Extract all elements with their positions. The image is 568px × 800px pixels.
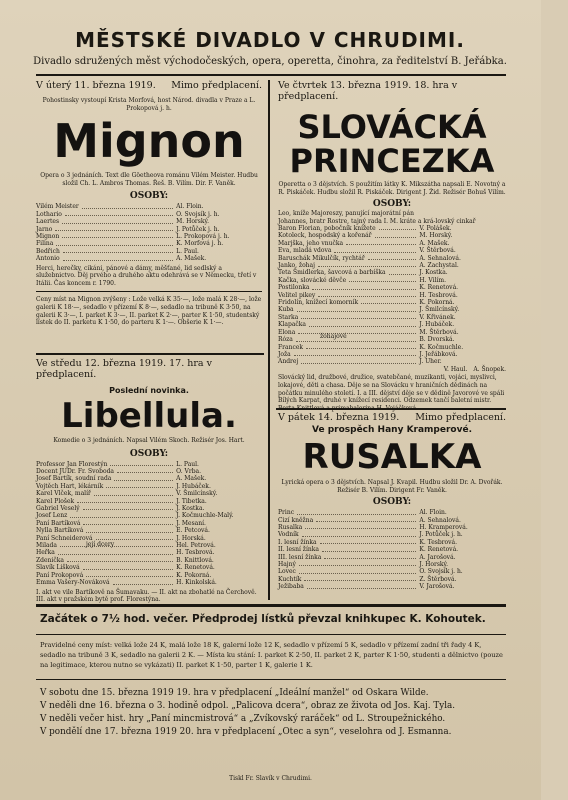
princezna-tail-2: A. Šnopek. — [473, 365, 506, 373]
cast-actor: J. Mesaní. — [176, 519, 206, 527]
cast-leader — [77, 498, 173, 503]
cast-actor: J. Uher. — [419, 358, 442, 366]
cast-actor: J. Hubáček. — [176, 482, 211, 490]
cast-role: III. lesní žínka — [278, 553, 322, 561]
cast-leader — [67, 557, 173, 562]
princezna-note: Slovácký lid, družbové, družice, svatebčané, muzikanti, vojáci, myslivci, lokajové, děti a chasa. Děje se na Slovácku v hraničních dědinách na počátku minulého století. I. a III. dějství děje se v dědině Javorové ve spáli Bílých Karpat, druhé v knížecí residenci. Odzemek tančí baletní mistr. Berta Knittlová a primabalerina H. Vojáčková. — [278, 374, 505, 412]
cast-role: Paní Prokopová — [36, 571, 84, 579]
cast-row — [36, 572, 262, 579]
cast-leader — [117, 468, 173, 473]
cast-role: Princ — [278, 509, 295, 517]
cast-leader — [82, 203, 173, 208]
printer-credit: Tiskl Fr. Slavík v Chrudimi. — [229, 775, 312, 782]
cast-row — [278, 344, 506, 351]
cast-row — [278, 583, 506, 590]
cast-row — [36, 226, 262, 233]
cast-row — [36, 557, 262, 564]
rusalka-benefit: Ve prospěch Hany Kramperové. — [312, 425, 472, 435]
cast-row — [278, 247, 506, 254]
cast-role: Lothario — [36, 210, 62, 218]
cast-row — [36, 512, 262, 519]
cast-role: Francek — [278, 343, 304, 351]
theatre-subtitle: Divadlo sdružených měst východočeských, opera, operetta, činohra, za ředitelství B. Jeřábka. — [33, 56, 507, 67]
cast-leader — [60, 542, 173, 547]
cast-row — [36, 248, 262, 255]
cast-row — [36, 490, 262, 497]
cast-row — [278, 554, 506, 561]
cast-row — [278, 531, 506, 538]
cast-leader — [294, 351, 417, 356]
cast-actor — [482, 218, 568, 225]
cast-leader — [94, 490, 173, 495]
libellula-title: Libellula. — [61, 396, 237, 436]
cast-role: Jarno — [36, 225, 53, 233]
cast-row — [278, 210, 506, 217]
cast-role: Elona — [278, 328, 296, 336]
cast-row — [278, 225, 506, 232]
cast-role: Emma Vašery-Nováková — [36, 579, 110, 587]
cast-leader — [86, 572, 173, 577]
cast-row — [278, 539, 506, 546]
cast-row — [278, 284, 506, 291]
cast-actor: J. Kostka. — [176, 505, 205, 513]
cast-leader — [299, 568, 416, 573]
cast-actor: A. Mašek. — [176, 475, 207, 483]
cast-actor: K. Kočmuchle. — [419, 343, 464, 351]
princezna-info: Operetta o 3 dějstvích. S použitím látky K. Mikszátha napsali E. Novotný a R. Piskáček. Hudbu složil R. Piskáček. Dirigent J. Žid. Režisér Bohuš Vilím. — [278, 181, 506, 196]
cast-actor: Hel. Petrová. — [176, 542, 216, 550]
upcoming-item: V neděli dne 16. března o 3. hodině odpol. „Palicova dcera“, obraz ze života od Jos. Kaj. Tyla. — [40, 701, 456, 711]
upcoming-list — [40, 687, 510, 739]
cast-role: Kuba — [278, 306, 294, 314]
prices-rule — [36, 679, 506, 680]
mignon-section — [36, 80, 262, 350]
cast-actor: M. Horský. — [176, 218, 210, 226]
rusalka-date: V pátek 14. března 1919. — [278, 412, 400, 423]
mignon-note: Mimo předplacení. — [171, 80, 262, 91]
cast-row — [278, 255, 506, 262]
cast-leader — [375, 232, 417, 237]
cast-row — [36, 579, 262, 586]
cast-leader — [62, 218, 173, 223]
cast-role: Kotoleck, hospodský a kořenář — [278, 232, 372, 240]
cast-actor: A. Mašek. — [419, 239, 450, 247]
cast-row — [36, 564, 262, 571]
cast-leader — [299, 561, 416, 566]
cast-leader — [113, 579, 174, 584]
cast-actor: B. Knittlová. — [176, 556, 214, 564]
cast-role: Karel Plošek — [36, 497, 75, 505]
cast-row — [278, 358, 506, 365]
cast-actor: A. Sehnalová. — [419, 254, 461, 262]
cast-row — [278, 232, 506, 239]
cast-actor: J. Kostka. — [419, 269, 448, 277]
cast-row — [36, 211, 262, 218]
cast-role: Johannes, bratr Rostre, tajný rada I. M. kráte a krá-lovský cinkař — [278, 217, 476, 225]
cast-row — [36, 475, 262, 482]
mignon-prices-rule — [36, 291, 262, 292]
cast-leader — [301, 358, 416, 363]
cast-leader — [304, 576, 416, 581]
cast-leader — [56, 240, 173, 245]
libellula-daughters-label: její dcery — [86, 541, 115, 548]
cast-row — [278, 314, 506, 321]
princezna-cast-tail — [278, 366, 506, 374]
cast-actor: J. Šmilcínský. — [419, 306, 460, 314]
princezna-cast-heading: OSOBY: — [372, 199, 412, 210]
cast-row — [278, 321, 506, 328]
cast-leader — [318, 262, 416, 267]
cast-leader — [96, 535, 174, 540]
cast-leader — [297, 306, 417, 311]
cast-actor: K. Renetová. — [176, 564, 215, 572]
cast-row — [36, 527, 262, 534]
cast-role: Eva, mladá vdova — [278, 247, 332, 255]
cast-leader — [83, 505, 173, 510]
cast-actor: O. Svojsík j. h. — [419, 568, 463, 576]
cast-actor: K. Renetová. — [419, 284, 459, 292]
cast-actor: A. Jarošová. — [419, 553, 456, 561]
cast-actor: L. Paul. — [176, 247, 199, 255]
cast-role: Vojtěch Hart, lékárník — [36, 482, 104, 490]
cast-leader — [349, 277, 416, 282]
cast-actor: J. Kočmuchle-Malý. — [176, 512, 234, 520]
cast-leader — [318, 292, 416, 297]
cast-role: Laertes — [36, 218, 60, 226]
cast-role: I. lesní žínka — [278, 538, 317, 546]
cast-actor: H. Kinkolská. — [176, 579, 217, 587]
cast-row — [36, 549, 262, 556]
libellula-section — [36, 358, 262, 602]
cast-actor: B. Dvorská. — [419, 336, 455, 344]
cast-leader — [368, 255, 417, 260]
cast-row — [36, 498, 262, 505]
cast-leader — [389, 269, 417, 274]
princezna-section — [278, 80, 506, 412]
cast-role: Paní Bartíková — [36, 519, 81, 527]
cast-role: Postilonka — [278, 284, 310, 292]
libellula-info: Komedie o 3 jednáních. Napsal Vilém Skoch. Režisér Jos. Hart. — [53, 437, 245, 444]
upcoming-item: V sobotu dne 15. března 1919 19. hra v předplacení „Ideální manžel“ od Oskara Wilde. — [40, 688, 429, 698]
cast-row — [278, 576, 506, 583]
cast-role: Paní Schneiderová — [36, 534, 93, 542]
cast-role: Antonio — [36, 255, 60, 263]
cast-actor: J. Potůček j. h. — [419, 531, 463, 539]
cast-row — [278, 546, 506, 553]
cast-row — [278, 524, 506, 531]
cast-role: Teta Šmidlerka, šavcová a barbíška — [278, 269, 386, 277]
cast-role: Velitel pikey — [278, 291, 316, 299]
cast-row — [278, 568, 506, 575]
cast-role: Slavík Lišková — [36, 564, 80, 572]
cast-row — [278, 218, 506, 225]
cast-leader — [361, 299, 416, 304]
cast-actor: A. Sehnalová. — [419, 516, 461, 524]
cast-role: Baruschák Mikulčík, rychtář — [278, 254, 365, 262]
rusalka-title: RUSALKA — [302, 437, 482, 477]
cast-row — [36, 218, 262, 225]
cast-actor — [420, 210, 507, 217]
cast-leader — [296, 336, 417, 341]
cast-row — [36, 233, 262, 240]
cast-actor: H. Tesbrová. — [176, 549, 215, 557]
cast-role: Josef Lenz — [36, 512, 68, 520]
cast-role: Kačka, slovácké děvče — [278, 276, 347, 284]
cast-leader — [63, 248, 173, 253]
top-rule — [36, 74, 506, 76]
cast-role: Professor Jan Florestýn — [36, 460, 108, 468]
cast-leader — [114, 475, 173, 480]
cast-role: Róza — [278, 336, 293, 344]
cast-role: Vilém Meister — [36, 203, 79, 211]
cast-leader — [305, 524, 416, 529]
theatre-title: MĚSTSKÉ DIVADLO V CHRUDIMI. — [75, 28, 465, 52]
cast-row — [278, 561, 506, 568]
cast-leader — [322, 546, 416, 551]
cast-actor: V. Štěrbová. — [419, 247, 456, 255]
column-divider — [268, 80, 270, 600]
cast-leader — [298, 329, 416, 334]
upcoming-item: V neděli večer hist. hry „Paní mincmistrová“ a „Zvíkovský raráček“ od L. Stroupežnického. — [40, 714, 446, 724]
cast-actor: M. Štěrbová. — [419, 328, 459, 336]
rusalka-section — [278, 412, 506, 602]
cast-actor: V. Polášek. — [419, 225, 452, 232]
cast-row — [36, 505, 262, 512]
cast-actor: L. Prokopová j. h. — [176, 233, 230, 240]
cast-row — [278, 329, 506, 336]
cast-role: Milada — [36, 542, 57, 550]
cast-actor: O. Svojsík j. h. — [176, 210, 220, 218]
cast-role: Gabriel Veselý — [36, 505, 80, 513]
cast-actor: A. Mašek. — [176, 255, 207, 263]
cast-actor: J. Potůček j. h. — [176, 225, 220, 233]
cast-leader — [307, 583, 417, 588]
cast-actor: K. Renetová. — [419, 546, 459, 554]
cast-role: Andrej — [278, 358, 299, 366]
cast-leader — [320, 539, 417, 544]
cast-row — [36, 468, 262, 475]
cast-actor: Z. Štěrbová. — [419, 575, 457, 583]
cast-leader — [309, 321, 416, 326]
cast-role: Zdenička — [36, 556, 64, 564]
cast-actor: K. Tesbrová. — [419, 538, 458, 546]
princezna-tail-1: V. Haul. — [443, 365, 468, 373]
cast-leader — [346, 240, 416, 245]
libellula-cast-list — [36, 461, 262, 587]
rusalka-note: Mimo předplacení. — [415, 412, 506, 423]
cast-role: Mignon — [36, 233, 60, 240]
cast-row — [36, 203, 262, 210]
princezna-zohajove-label: žohajové — [320, 333, 347, 340]
cast-row — [278, 277, 506, 284]
princezna-title-bottom: PRINCEZKA — [289, 142, 495, 180]
mignon-info: Opera o 3 jednáních. Text dle Göetheova románu Vilém Meister. Hudbu složil Ch. L. Ambros Thomas. Řeš. B. Vilím. Dir. F. Vaněk. — [40, 172, 258, 187]
cast-actor: K. Morfová j. h. — [176, 240, 224, 248]
start-rule — [36, 634, 506, 635]
cast-role: Hajný — [278, 561, 296, 569]
mignon-date: V úterý 11. března 1919. — [36, 80, 156, 91]
cast-row — [36, 240, 262, 247]
cast-role: Bedřich — [36, 247, 60, 255]
cast-role: Klapačka — [278, 321, 306, 329]
cast-row — [278, 336, 506, 343]
cast-actor: H. Kramperová. — [419, 524, 468, 531]
cast-leader — [63, 255, 174, 260]
cast-leader — [83, 564, 173, 569]
cast-role: Lovec — [278, 568, 296, 576]
cast-actor: J. Horská. — [176, 534, 206, 542]
cast-row — [278, 240, 506, 247]
cast-leader — [110, 461, 173, 466]
cast-role: Ježibaba — [278, 583, 304, 591]
mignon-guest: Pohostinsky vystoupí Krista Morfová, host Národ. divadla v Praze a L. Prokopová j. h. — [42, 97, 256, 112]
libellula-note: I. akt ve vile Bartíkově na Šumavaku. — II. akt na zbohatlé na Čerchově. III. akt v pražském bytě prof. Florestýna. — [36, 588, 257, 604]
cast-actor: V. Křivánek. — [419, 313, 456, 321]
cast-actor: J. Hubáček. — [419, 321, 455, 329]
cast-leader — [65, 211, 173, 216]
cast-leader — [301, 314, 416, 319]
cast-actor: O. Vrba. — [176, 468, 202, 475]
rusalka-cast-heading: OSOBY: — [372, 497, 412, 508]
cast-actor: M. Horský. — [419, 232, 453, 240]
cast-leader — [306, 344, 416, 349]
cast-leader — [83, 520, 173, 525]
rusalka-cast-list — [278, 509, 506, 590]
regular-prices: Pravidelné ceny míst: velká lože 24 K, malá lože 18 K, galerní lože 12 K, sedadlo v přízemí 5 K, sedadlo v přízemí zadní tři řady 4 K, sedadlo na tribuně 3 K, sedadlo na galerii 2 K. — Místa ku stání: I. parket K 2·50, II. parket 2 K, parter K 1·50, studenti a dělnictvo (pouze na legitimace, kterou nutno se vykázati) II. parket K 1·50, parter 1 K, galerie 1 K. — [40, 641, 503, 669]
cast-row — [278, 509, 506, 516]
cast-role: Filina — [36, 240, 54, 248]
cast-row — [36, 520, 262, 527]
cast-row — [278, 517, 506, 524]
cast-role: Heřka — [36, 549, 55, 557]
mignon-prices: Ceny míst na Mignon zvýšeny : Lože velká K 35·—, lože malá K 28·—, lože galerii K 18·—, sedadlo v přízemí K 8·—, sedadlo na tribuně K 3·50, na galerii K 3·—, I. parket K 3·—, II. parket K 2·—, parter K 1·50, studentský lístek do II. parketu K 1·50, do parteru K 1·—. Obšerie K 1·—. — [36, 296, 262, 327]
cast-actor: Al. Floin. — [419, 509, 447, 517]
libellula-cast-heading: OSOBY: — [129, 448, 169, 459]
cast-role: Fridolín, knížecí komorník — [278, 299, 359, 307]
cast-role: Baron Florian, pobočník knížete — [278, 225, 376, 232]
cast-row — [36, 483, 262, 490]
cast-role: Marjška, jeho vnučka — [278, 239, 344, 247]
cast-actor: A. Zachystal. — [419, 262, 459, 270]
cast-role: Nylla Bartíková — [36, 527, 84, 535]
cast-row — [278, 292, 506, 299]
cast-leader — [62, 233, 173, 238]
cast-role: Vodník — [278, 531, 299, 539]
cast-leader — [297, 509, 416, 514]
princezna-title-top: SLOVÁCKÁ — [297, 108, 487, 146]
cast-actor: K. Pokorná. — [176, 571, 212, 579]
cast-leader — [58, 549, 173, 554]
cast-actor: J. Jeřábková. — [419, 350, 458, 358]
cast-leader — [55, 226, 173, 231]
left-mid-rule — [36, 353, 264, 355]
princezna-cast-list — [278, 210, 506, 366]
cast-actor: V. Jarošová. — [419, 583, 455, 591]
cast-actor: Al. Floin. — [176, 203, 204, 211]
cast-actor: K. Pokorná. — [419, 299, 455, 307]
mignon-cast-heading: OSOBY: — [129, 191, 169, 202]
cast-role: Karel Vlček, malíř — [36, 490, 91, 498]
cast-actor: J. Tibetka. — [176, 497, 207, 505]
cast-actor: H. Vilím. — [419, 276, 447, 284]
cast-row — [36, 542, 262, 549]
cast-actor: H. Tesbrová. — [419, 291, 458, 299]
cast-leader — [324, 554, 416, 559]
cast-row — [278, 269, 506, 276]
rusalka-info: Lyrická opera o 3 dějstvích. Napsal J. Kvapil. Hudbu složil Dr. A. Dvořák. Režisér B. Vilím. Dirigent Fr. Vaněk. — [281, 479, 503, 494]
cast-role: Leo, kníže Majoreszy, panující majorátní pán — [278, 210, 414, 218]
cast-leader — [302, 531, 417, 536]
cast-row — [36, 535, 262, 542]
cast-row — [278, 299, 506, 306]
cast-role: Cizí kněžna — [278, 516, 314, 524]
mignon-title: Mignon — [53, 114, 245, 169]
mignon-cast-list — [36, 203, 262, 262]
cast-actor: E. Petcová. — [176, 527, 210, 535]
cast-leader — [312, 284, 416, 289]
cast-role: Rusalka — [278, 524, 303, 531]
cast-actor: V. Šmilcínský. — [176, 490, 218, 498]
princezna-date: Ve čtvrtek 13. března 1919. 18. hra v předplacení. — [278, 80, 458, 102]
libellula-badge: Poslední novinka. — [109, 386, 189, 395]
cast-row — [36, 461, 262, 468]
cast-actor: L. Paul. — [176, 460, 199, 468]
cast-leader — [379, 225, 417, 230]
cast-actor: J. Horský. — [419, 561, 449, 569]
bottom-rule — [36, 604, 506, 607]
cast-leader — [316, 517, 416, 522]
cast-leader — [106, 483, 173, 488]
cast-row — [278, 351, 506, 358]
mignon-extra: Herci, herečky, cikáni, pánové a dámy, měšťané, lid sedlský a služebnictvo. Děj prvého a druhého aktu odehrává se v Německu, třetí v Itálii. Čas koncem r. 1790. — [36, 264, 257, 287]
cast-role: II. lesní žínka — [278, 546, 319, 554]
cast-role: Joža — [278, 350, 291, 358]
cast-role: Docent JUDr. Fr. Svoboda — [36, 468, 114, 475]
cast-role: Starka — [278, 313, 299, 321]
cast-leader — [334, 247, 416, 252]
cast-role: Janko, žohaj — [278, 262, 315, 270]
upcoming-item: V pondělí dne 17. března 1919 20. hra v předplacení „Otec a syn“, veselohra od J. Esmanna. — [40, 727, 452, 737]
cast-row — [278, 306, 506, 313]
cast-row — [36, 255, 262, 262]
cast-role: Kuchtík — [278, 575, 302, 583]
cast-role: Josef Bartík, soudní rada — [36, 475, 112, 483]
start-line: Začátek o 7½ hod. večer. Předprodej lístků převzal knihkupec K. Kohoutek. — [40, 613, 486, 625]
cast-leader — [86, 527, 173, 532]
libellula-date: Ve středu 12. března 1919. 17. hra v předplacení. — [36, 358, 212, 380]
cast-leader — [70, 512, 173, 517]
